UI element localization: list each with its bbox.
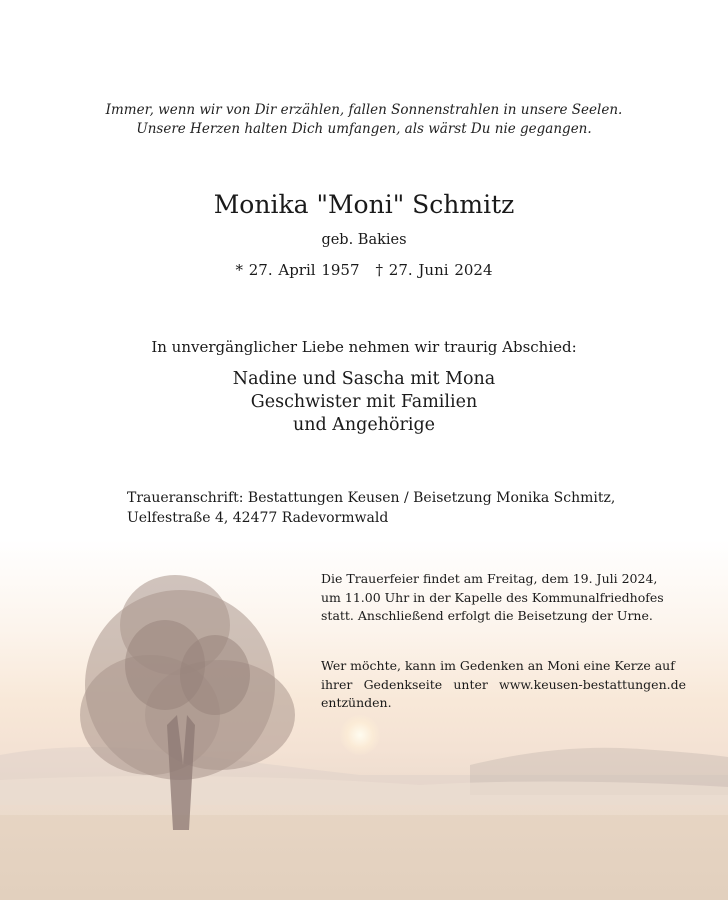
mourner: Nadine und Sascha mit Mona bbox=[232, 369, 496, 389]
candle-line: ihrer Gedenkseite unter www.keusen-bestattungen.de bbox=[321, 676, 686, 692]
ceremony-line: statt. Anschließend erfolgt die Beisetzung der Urne. bbox=[321, 608, 653, 623]
farewell-intro: In unvergänglicher Liebe nehmen wir traurig Abschied: bbox=[151, 338, 577, 356]
motto-line: Unsere Herzen halten Dich umfangen, als wärst Du nie gegangen. bbox=[136, 121, 592, 137]
birth-name: geb. Bakies bbox=[321, 232, 407, 248]
candle-line: Wer möchte, kann im Gedenken an Moni eine Kerze auf bbox=[321, 658, 675, 673]
address-line: Uelfestraße 4, 42477 Radevormwald bbox=[127, 509, 389, 526]
candle-line: entzünden. bbox=[321, 695, 392, 710]
life-dates bbox=[0, 261, 728, 279]
mourner: und Angehörige bbox=[292, 415, 436, 435]
death-date: † 27. Juni 2024 bbox=[375, 261, 493, 279]
memorial-candle-info bbox=[321, 657, 686, 713]
mourners-list bbox=[0, 368, 728, 437]
motto bbox=[0, 101, 728, 139]
motto-line: Immer, wenn wir von Dir erzählen, fallen Sonnenstrahlen in unsere Seelen. bbox=[105, 102, 623, 118]
ceremony-info bbox=[321, 570, 686, 626]
ceremony-line: Die Trauerfeier findet am Freitag, dem 19. Juli 2024, bbox=[321, 571, 658, 586]
birth-date: * 27. April 1957 bbox=[235, 261, 360, 279]
mourner: Geschwister mit Familien bbox=[250, 392, 478, 412]
deceased-name: Monika "Moni" Schmitz bbox=[213, 190, 515, 219]
tree-icon bbox=[55, 565, 305, 840]
mourning-address bbox=[127, 489, 615, 528]
ceremony-line: um 11.00 Uhr in der Kapelle des Kommunalfriedhofes bbox=[321, 589, 664, 605]
address-line: Traueranschrift: Bestattungen Keusen / Beisetzung Monika Schmitz, bbox=[127, 490, 616, 506]
